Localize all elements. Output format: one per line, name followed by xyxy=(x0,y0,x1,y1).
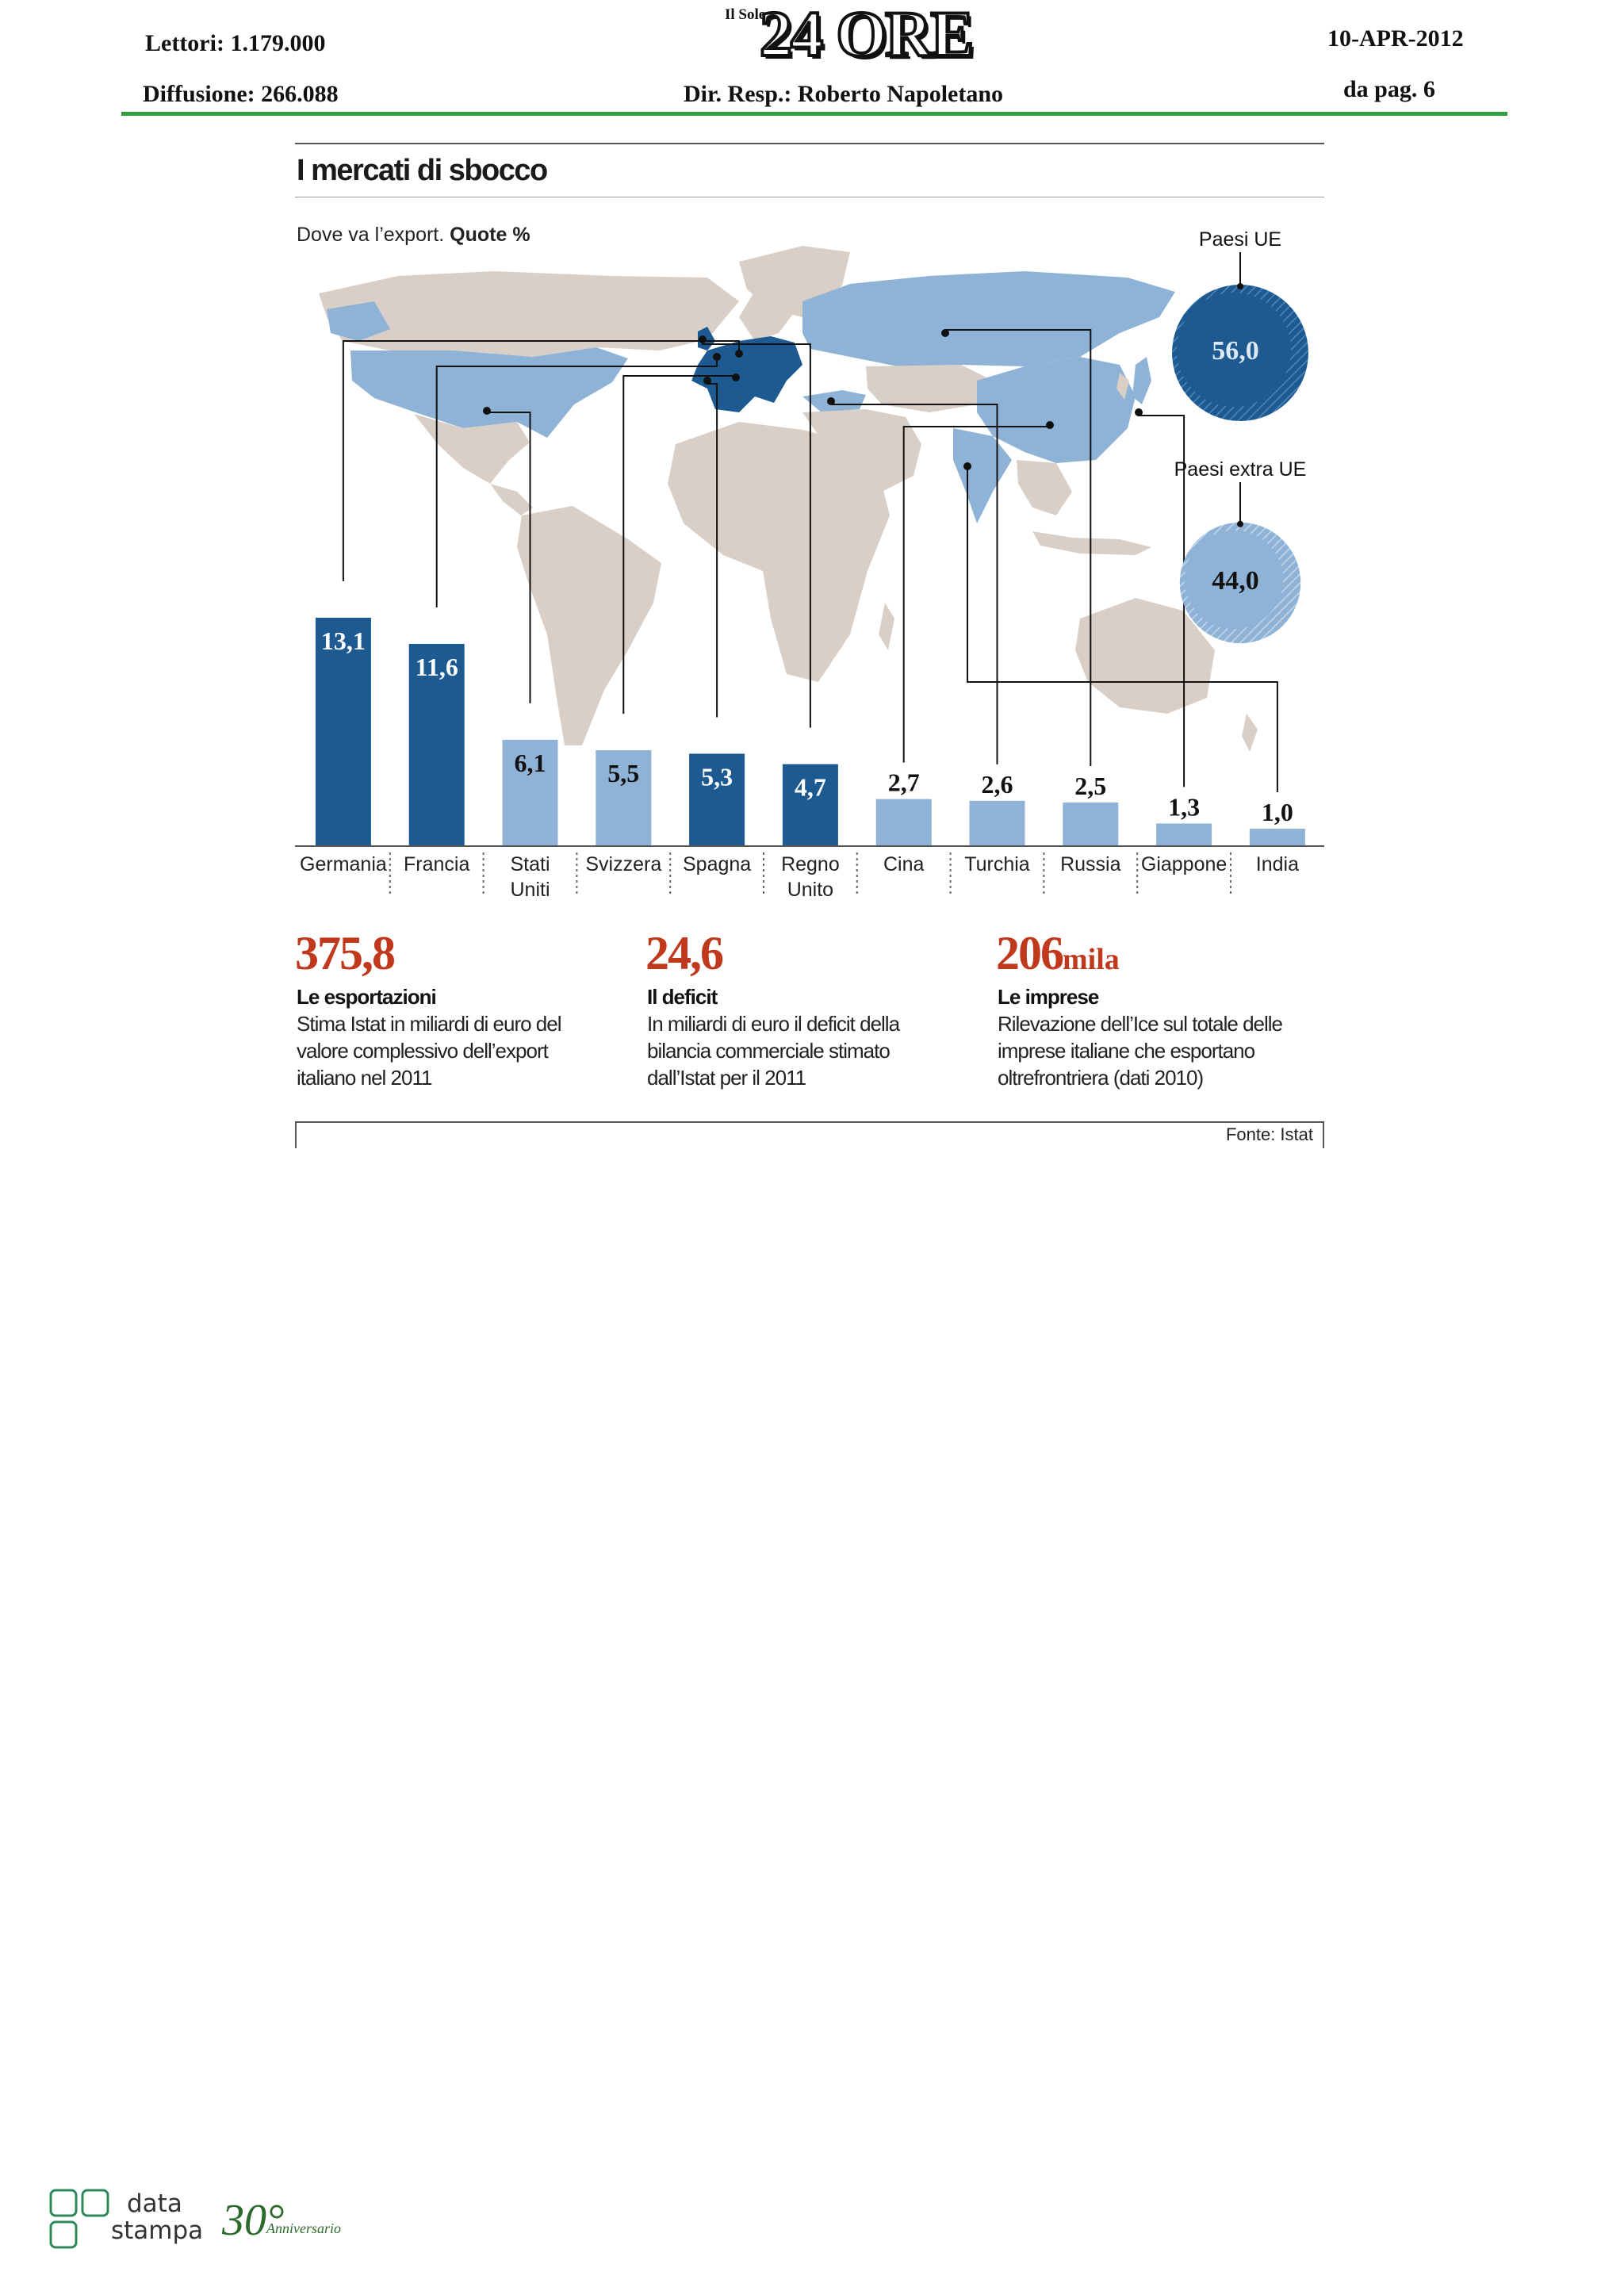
bar-value-label: 1,0 xyxy=(1261,798,1293,827)
desc-line: bilancia commerciale stimato xyxy=(647,1039,890,1063)
bar-value-label: 2,5 xyxy=(1074,772,1107,801)
chart-canvas xyxy=(295,143,1324,904)
stat-companies-value: 206 xyxy=(996,927,1063,979)
connector-dot xyxy=(941,329,949,337)
bar-value-label: 2,6 xyxy=(981,769,1013,799)
desc-line: valore complessivo dell’export xyxy=(297,1039,548,1063)
datastampa-word-2: stampa xyxy=(111,2216,204,2245)
map-japan xyxy=(1132,357,1151,404)
bar-7 xyxy=(970,801,1025,846)
pie-leader-dot xyxy=(1237,283,1243,289)
pie-category-label: Paesi extra UE xyxy=(1174,458,1307,481)
connector-dot xyxy=(483,407,491,415)
newspaper-logo: 24 ORE xyxy=(760,0,973,70)
map-canada xyxy=(319,271,739,357)
category-label: Svizzera xyxy=(585,853,662,875)
map-new-zealand xyxy=(1242,714,1258,752)
stat-companies-number xyxy=(996,926,1120,981)
stat-deficit-heading: Il deficit xyxy=(647,985,718,1009)
figure-bottom-right-tick xyxy=(1323,1121,1324,1148)
category-label: Stati xyxy=(510,853,550,875)
bar-value-label: 5,3 xyxy=(701,762,733,791)
header-rule xyxy=(121,112,1507,116)
datastampa-logo-icon xyxy=(48,2187,113,2251)
connector-dot xyxy=(735,350,743,358)
stat-companies-unit: mila xyxy=(1063,943,1120,976)
category-label: Spagna xyxy=(682,853,752,875)
category-label: Regno xyxy=(781,853,840,875)
figure-title: I mercati di sbocco xyxy=(297,154,547,187)
category-label: Uniti xyxy=(510,879,550,901)
map-russia xyxy=(802,271,1175,366)
desc-line: imprese italiane che esportano xyxy=(998,1039,1255,1063)
stat-exports-description xyxy=(297,1010,630,1091)
date-label: 10-APR-2012 xyxy=(1327,25,1464,52)
desc-line: italiano nel 2011 xyxy=(297,1066,432,1090)
director-label: Dir. Resp.: Roberto Napoletano xyxy=(684,81,1004,107)
anniversary-label: Anniversario xyxy=(266,2220,341,2236)
desc-line: dall’Istat per il 2011 xyxy=(647,1066,806,1090)
desc-line: In miliardi di euro il deficit della xyxy=(647,1012,900,1036)
pie-value-label: 56,0 xyxy=(1212,336,1259,366)
bar-6 xyxy=(876,799,932,846)
bar-10 xyxy=(1250,829,1305,846)
stat-exports-heading: Le esportazioni xyxy=(297,985,436,1009)
map-india xyxy=(953,428,1012,523)
stat-exports-value: 375,8 xyxy=(295,927,394,979)
connector-dot xyxy=(699,335,707,343)
figure-bottom-left-tick xyxy=(295,1121,297,1148)
diffusione-label: Diffusione: 266.088 xyxy=(143,81,339,107)
connector-dot xyxy=(1135,408,1143,416)
category-label: Giappone xyxy=(1140,853,1228,875)
category-label: Germania xyxy=(300,853,387,875)
category-label: India xyxy=(1255,853,1300,875)
bar-value-label: 6,1 xyxy=(514,748,546,777)
stat-deficit-number xyxy=(645,926,722,981)
logo-prefix: Il Sole xyxy=(725,6,766,23)
bar-9 xyxy=(1156,823,1212,846)
map-central-america xyxy=(490,484,533,515)
connector-dot xyxy=(827,397,835,405)
subtitle-text: Dove va l’export. xyxy=(297,224,445,246)
pie-value-label: 44,0 xyxy=(1212,566,1259,596)
bar-value-label: 2,7 xyxy=(887,768,920,797)
page-label: da pag. 6 xyxy=(1343,76,1435,102)
connector-dot xyxy=(713,353,721,361)
desc-line: Stima Istat in miliardi di euro del xyxy=(297,1012,561,1036)
bar-value-label: 1,3 xyxy=(1168,792,1201,822)
connector-dot xyxy=(732,374,740,381)
map-indonesia xyxy=(1032,531,1151,555)
subtitle-unit: Quote % xyxy=(450,224,530,246)
stat-exports-number xyxy=(295,926,394,981)
category-labels xyxy=(300,853,1299,901)
pie-leader-dot xyxy=(1237,521,1243,527)
desc-line: oltrefrontriera (dati 2010) xyxy=(998,1066,1204,1090)
stat-companies-heading: Le imprese xyxy=(998,985,1099,1009)
pie-category-label: Paesi UE xyxy=(1198,228,1282,251)
category-label: Turchia xyxy=(964,853,1030,875)
stat-deficit-value: 24,6 xyxy=(645,927,722,979)
connector-dot xyxy=(1046,421,1054,429)
map-southeast-asia xyxy=(1017,460,1072,515)
bar-8 xyxy=(1063,803,1118,846)
anniversary-number: 30° xyxy=(222,2196,285,2245)
map-madagascar xyxy=(879,603,894,650)
lettori-label: Lettori: 1.179.000 xyxy=(145,30,326,56)
bar-value-label: 4,7 xyxy=(794,772,826,802)
map-south-america xyxy=(517,506,661,745)
bar-value-label: 13,1 xyxy=(320,626,366,655)
category-label: Francia xyxy=(404,853,470,875)
stat-deficit-description xyxy=(647,1010,980,1091)
category-label: Unito xyxy=(787,879,834,901)
infographic xyxy=(295,143,1324,1151)
category-label: Cina xyxy=(883,853,925,875)
pie-group xyxy=(1172,228,1308,643)
datastampa-word-1: data xyxy=(127,2189,182,2218)
figure-bottom-rule xyxy=(295,1121,1324,1123)
bar-value-label: 5,5 xyxy=(607,759,640,788)
figure-source: Fonte: Istat xyxy=(1225,1124,1313,1144)
connector-dot xyxy=(703,377,711,385)
map-usa xyxy=(350,347,628,438)
bar-value-label: 11,6 xyxy=(415,652,458,681)
stat-companies-description xyxy=(998,1010,1331,1091)
desc-line: Rilevazione dell’Ice sul totale delle xyxy=(998,1012,1283,1036)
category-label: Russia xyxy=(1060,853,1121,875)
connector-dot xyxy=(963,462,971,470)
